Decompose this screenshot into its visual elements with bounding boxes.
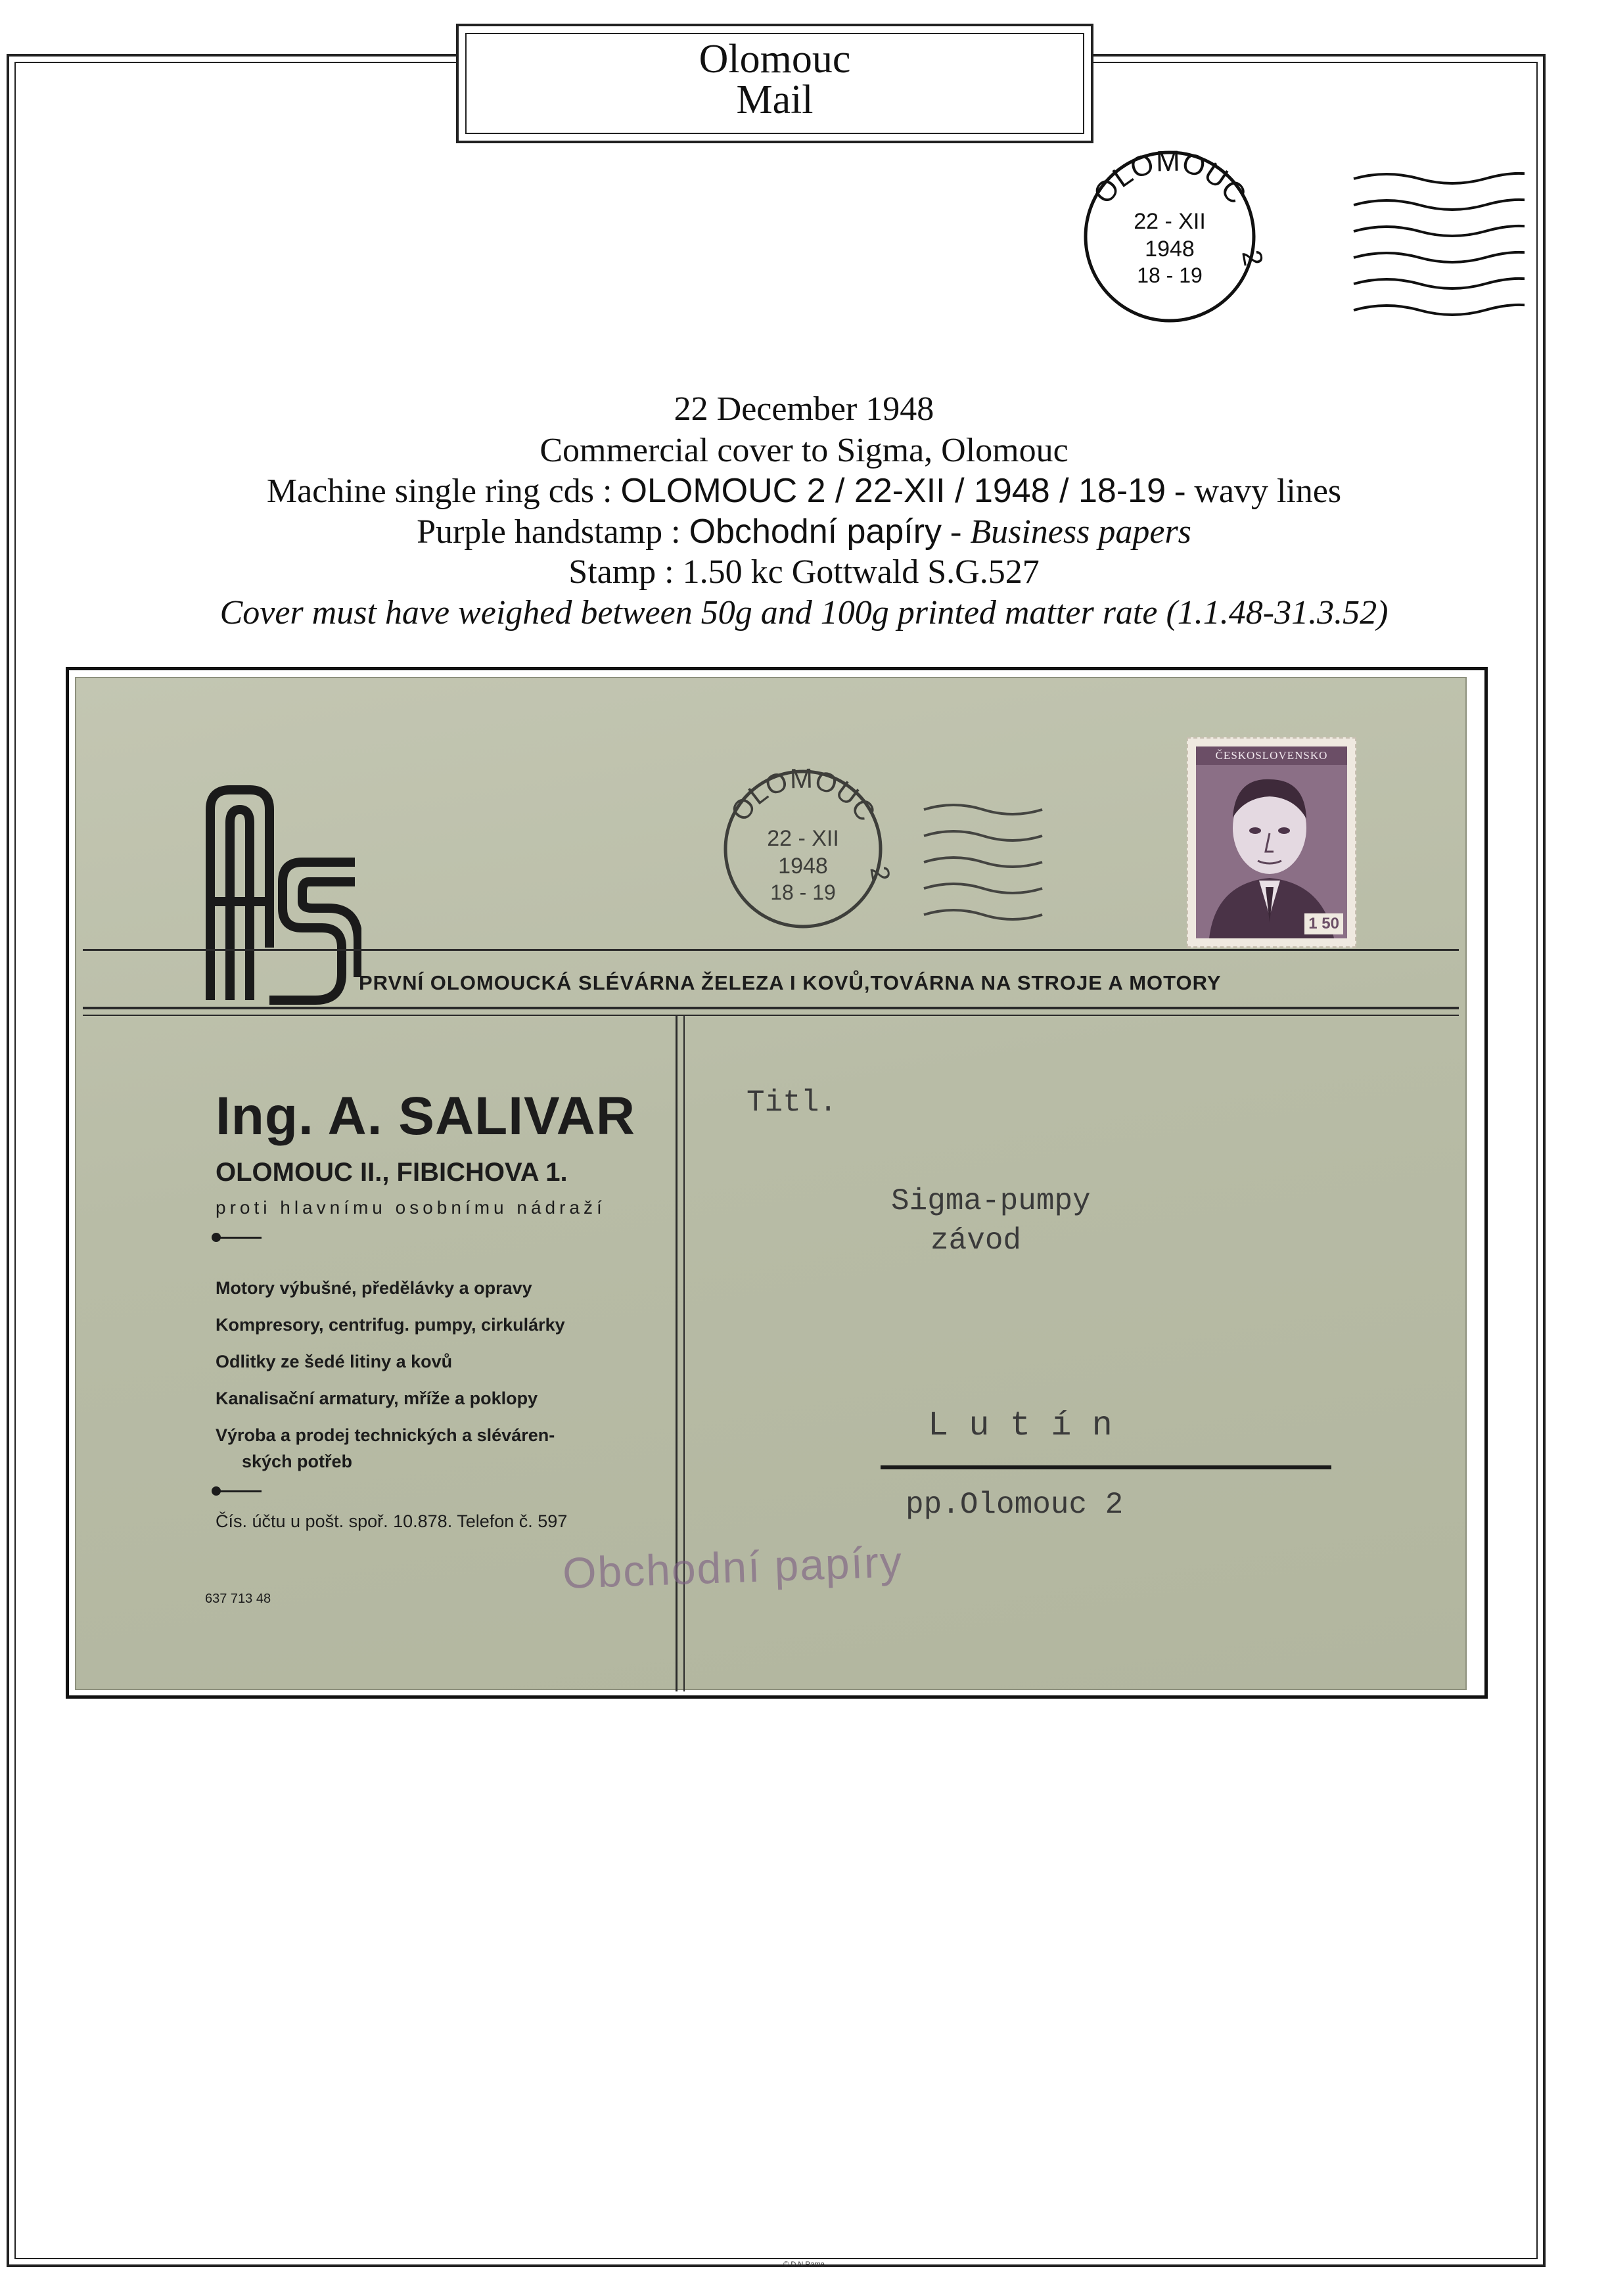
stamp-portrait (1196, 765, 1347, 938)
services-list (216, 1270, 565, 1480)
address-line5: pp.Olomouc 2 (906, 1488, 1124, 1522)
desc-handstamp-translation: - Business papers (942, 513, 1191, 551)
address-line4: L u t í n (928, 1406, 1113, 1445)
stamp-country: ČESKOSLOVENSKO (1215, 749, 1328, 762)
page-title-line2: Mail (736, 78, 814, 122)
desc-date: 22 December 1948 (674, 390, 934, 428)
example-wavy-lines (1354, 173, 1525, 315)
service-item: Motory výbušné, předělávky a opravy (216, 1278, 532, 1298)
desc-handstamp-prefix: Purple handstamp : (417, 513, 689, 551)
bullet-dot-1 (212, 1233, 221, 1242)
cover-postmark (707, 754, 1075, 951)
example-postmark (1071, 145, 1525, 342)
cover-postmark-town: OLOMOUC (724, 762, 882, 827)
desc-cds-suffix: - wavy lines (1166, 472, 1342, 510)
address-underline (881, 1465, 1331, 1469)
stamp-frame (1196, 746, 1347, 938)
example-postmark-year: 1948 (1145, 237, 1195, 262)
desc-cover-type: Commercial cover to Sigma, Olomouc (540, 432, 1068, 469)
cover-wavy-lines (924, 805, 1042, 919)
cover-postmark-year: 1948 (778, 854, 828, 879)
cover-postmark-office: 2 (864, 863, 896, 884)
sender-location: proti hlavnímu osobnímu nádraží (216, 1197, 606, 1218)
desc-cds-prefix: Machine single ring cds : (266, 472, 621, 510)
cover-rule-bottom-2 (83, 1015, 1459, 1016)
example-postmark-hours: 18 - 19 (1137, 264, 1203, 287)
example-postmark-date: 22 - XII (1134, 209, 1206, 234)
desc-cds-line (0, 471, 1608, 512)
service-item: Kompresory, centrifug. pumpy, cirkulárky (216, 1315, 565, 1335)
stamp-value: 1 50 (1304, 913, 1343, 934)
desc-cds-value: OLOMOUC 2 / 22-XII / 1948 / 18-19 (620, 472, 1166, 510)
example-postmark-office: 2 (1236, 247, 1270, 269)
service-item: Výroba a prodej technických a sléváren- (216, 1425, 555, 1445)
service-item: Odlitky ze šedé litiny a kovů (216, 1352, 453, 1371)
desc-handstamp-line (0, 511, 1608, 553)
footer-credit: © D.N.Rame (783, 2261, 825, 2268)
address-line3: závod (930, 1224, 1022, 1258)
bullet-rule-2 (216, 1490, 262, 1492)
service-item: ských potřeb (242, 1452, 353, 1471)
cover (75, 677, 1467, 1690)
desc-stamp: Stamp : 1.50 kc Gottwald S.G.527 (568, 553, 1040, 591)
bullet-dot-2 (212, 1486, 221, 1496)
bullet-rule-1 (216, 1237, 262, 1239)
desc-handstamp-value: Obchodní papíry (689, 513, 942, 551)
cover-postmark-hours: 18 - 19 (770, 881, 836, 904)
service-item: Kanalisační armatury, mříže a poklopy (216, 1389, 538, 1408)
as-logo (204, 783, 361, 1007)
desc-rate-note: Cover must have weighed between 50g and 100g printed matter rate (1.1.48-31.3.52) (219, 594, 1389, 631)
page-title-line1: Olomouc (699, 37, 851, 81)
cover-postmark-date: 22 - XII (767, 826, 839, 851)
as-logo-text: AS (283, 1004, 284, 1005)
postage-stamp (1187, 737, 1356, 948)
sender-name: Ing. A. SALIVAR (216, 1086, 636, 1146)
print-code: 637 713 48 (205, 1592, 271, 1606)
cover-rule-bottom-1 (83, 1007, 1459, 1009)
example-postmark-town: OLOMOUC (1087, 145, 1252, 210)
sender-address: OLOMOUC II., FIBICHOVA 1. (216, 1158, 568, 1187)
address-line2: Sigma-pumpy (891, 1184, 1091, 1218)
company-line: PRVNÍ OLOMOUCKÁ SLÉVÁRNA ŽELEZA I KOVŮ,TOVÁRNA NA STROJE A MOTORY (359, 971, 1222, 994)
address-line1: Titl. (747, 1086, 838, 1120)
account-line: Čís. účtu u pošt. spoř. 10.878. Telefon č. 597 (216, 1511, 568, 1531)
handstamp-business-papers: Obchodní papíry (561, 1536, 904, 1598)
